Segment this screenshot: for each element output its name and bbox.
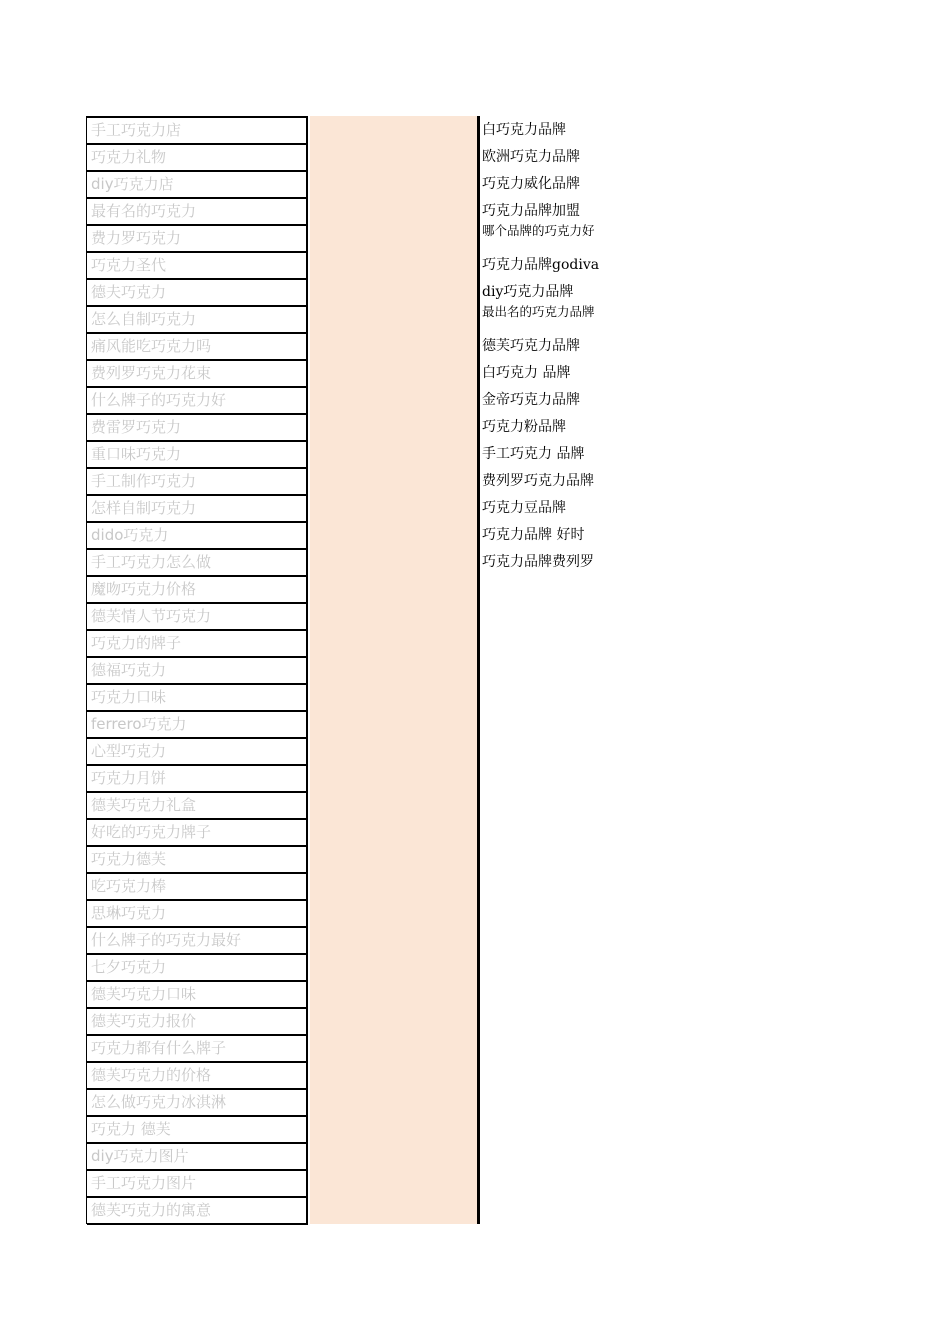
cell-a[interactable]: diy巧克力图片 — [87, 1144, 308, 1171]
cell-c[interactable]: 白巧克力品牌 — [482, 122, 566, 138]
cell-a[interactable]: 手工巧克力图片 — [87, 1171, 308, 1198]
cell-a[interactable]: diy巧克力店 — [87, 172, 308, 199]
cell-a[interactable]: 德芙巧克力报价 — [87, 1009, 308, 1036]
cell-a[interactable]: 思琳巧克力 — [87, 901, 308, 928]
brand-keyword-column-c — [482, 116, 626, 575]
cell-a[interactable]: 费力罗巧克力 — [87, 226, 308, 253]
cell-a[interactable]: 怎么自制巧克力 — [87, 307, 308, 334]
spreadsheet — [86, 116, 626, 1224]
cell-a[interactable]: 最有名的巧克力 — [87, 199, 308, 226]
cell-c[interactable]: 巧克力品牌 好时 — [482, 527, 585, 543]
cell-a[interactable]: 德芙巧克力的寓意 — [87, 1198, 308, 1225]
cell-c[interactable]: 欧洲巧克力品牌 — [482, 149, 580, 165]
cell-a[interactable]: 什么牌子的巧克力最好 — [87, 928, 308, 955]
cell-a[interactable]: 什么牌子的巧克力好 — [87, 388, 308, 415]
cell-c[interactable]: 巧克力品牌费列罗 — [482, 554, 594, 570]
cell-c[interactable]: 哪个品牌的巧克力好 — [482, 224, 595, 238]
cell-c[interactable]: 巧克力品牌加盟 — [482, 203, 580, 219]
cell-c[interactable]: 德芙巧克力品牌 — [482, 338, 580, 354]
cell-a[interactable]: 德芙情人节巧克力 — [87, 604, 308, 631]
cell-a[interactable]: 德芙巧克力礼盒 — [87, 793, 308, 820]
cell-a[interactable]: 巧克力圣代 — [87, 253, 308, 280]
cell-c[interactable]: 费列罗巧克力品牌 — [482, 473, 594, 489]
cell-a[interactable]: 费雷罗巧克力 — [87, 415, 308, 442]
cell-a[interactable]: 魔吻巧克力价格 — [87, 577, 308, 604]
cell-a[interactable]: 巧克力口味 — [87, 685, 308, 712]
cell-c[interactable]: 巧克力豆品牌 — [482, 500, 566, 516]
keyword-column-a — [86, 116, 308, 1224]
highlighted-empty-column — [310, 116, 479, 1224]
cell-a[interactable]: 巧克力礼物 — [87, 145, 308, 172]
cell-a[interactable]: 德芙巧克力口味 — [87, 982, 308, 1009]
cell-a[interactable]: 好吃的巧克力牌子 — [87, 820, 308, 847]
cell-c[interactable]: diy巧克力品牌 — [482, 284, 574, 300]
cell-a[interactable]: 心型巧克力 — [87, 739, 308, 766]
cell-a[interactable]: 手工巧克力店 — [87, 118, 308, 145]
cell-a[interactable]: 吃巧克力棒 — [87, 874, 308, 901]
cell-a[interactable]: 巧克力月饼 — [87, 766, 308, 793]
cell-a[interactable]: 德芙巧克力的价格 — [87, 1063, 308, 1090]
cell-a[interactable]: 巧克力都有什么牌子 — [87, 1036, 308, 1063]
cell-a[interactable]: 手工制作巧克力 — [87, 469, 308, 496]
cell-a[interactable]: 巧克力 德芙 — [87, 1117, 308, 1144]
cell-a[interactable]: 德夫巧克力 — [87, 280, 308, 307]
cell-a[interactable]: 痛风能吃巧克力吗 — [87, 334, 308, 361]
cell-c[interactable]: 最出名的巧克力品牌 — [482, 305, 595, 319]
cell-a[interactable]: 德福巧克力 — [87, 658, 308, 685]
cell-a[interactable]: 巧克力的牌子 — [87, 631, 308, 658]
cell-c[interactable]: 手工巧克力 品牌 — [482, 446, 585, 462]
cell-a[interactable]: 重口味巧克力 — [87, 442, 308, 469]
cell-c[interactable]: 金帝巧克力品牌 — [482, 392, 580, 408]
cell-a[interactable]: 怎么做巧克力冰淇淋 — [87, 1090, 308, 1117]
cell-a[interactable]: 手工巧克力怎么做 — [87, 550, 308, 577]
cell-a[interactable]: 七夕巧克力 — [87, 955, 308, 982]
cell-c[interactable]: 巧克力粉品牌 — [482, 419, 566, 435]
cell-a[interactable]: dido巧克力 — [87, 523, 308, 550]
cell-c[interactable]: 巧克力威化品牌 — [482, 176, 580, 192]
cell-a[interactable]: ferrero巧克力 — [87, 712, 308, 739]
column-border — [477, 116, 480, 1224]
cell-a[interactable]: 巧克力德芙 — [87, 847, 308, 874]
cell-c[interactable]: 巧克力品牌godiva — [482, 257, 600, 273]
cell-a[interactable]: 费列罗巧克力花束 — [87, 361, 308, 388]
cell-a[interactable]: 怎样自制巧克力 — [87, 496, 308, 523]
cell-c[interactable]: 白巧克力 品牌 — [482, 365, 571, 381]
